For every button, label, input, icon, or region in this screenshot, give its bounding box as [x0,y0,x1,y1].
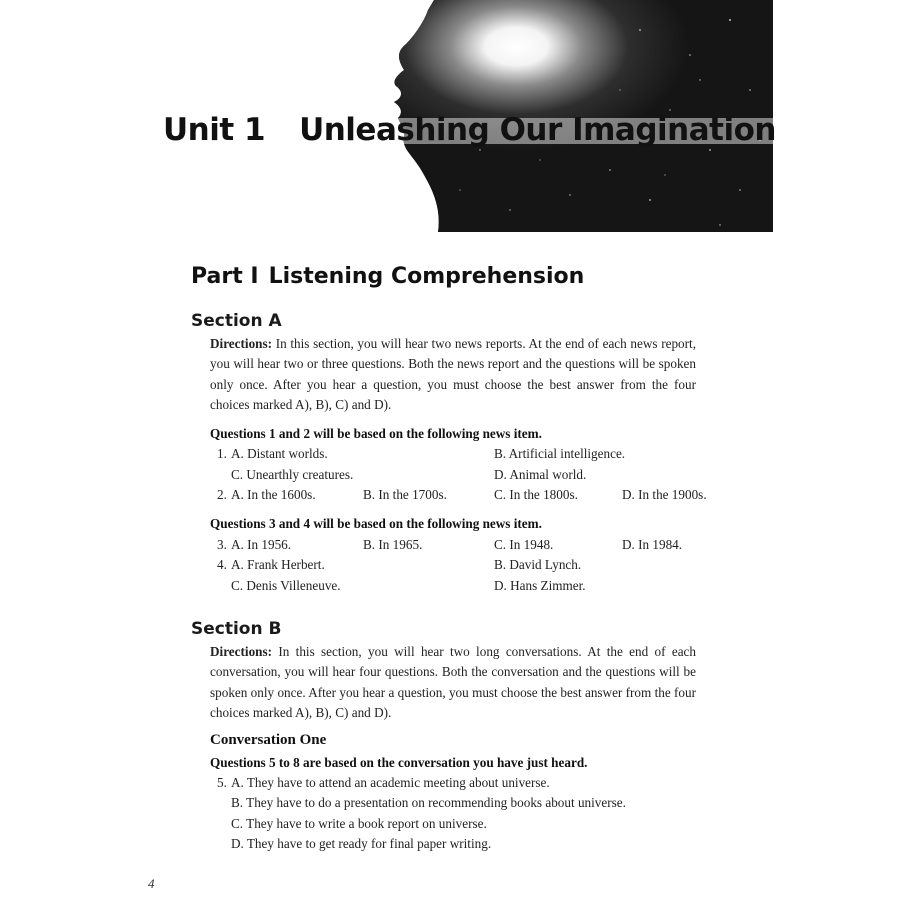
q1-option-c: C. Unearthly creatures. [231,467,354,482]
section-b-title: Section B [191,619,282,639]
question-group-2-heading: Questions 3 and 4 will be based on the following news item. [210,516,542,531]
section-a-directions [210,334,696,415]
q3-option-c: C. In 1948. [494,537,554,552]
q1-option-d: D. Animal world. [494,467,587,482]
unit-label: Unit 1 [163,112,266,148]
q5-option-b: B. They have to do a presentation on recommending books about universe. [231,795,626,810]
q1-number: 1. [217,446,227,461]
directions-text: In this section, you will hear two long conversations. At the end of each conversation, you will hear four questions. Both the conversation and the questions will be spoken only once. After you hear a question, you must choose the best answer from the four choices marked A), B), C) and D). [210,644,696,720]
q1-option-b: B. Artificial intelligence. [494,446,626,461]
part-title [191,264,584,289]
question-group-1-heading: Questions 1 and 2 will be based on the following news item. [210,426,542,441]
q5-option-c: C. They have to write a book report on universe. [231,816,487,831]
q2-option-b: B. In the 1700s. [363,487,447,502]
conversation-one-title: Conversation One [210,732,327,748]
q4-option-d: D. Hans Zimmer. [494,578,586,593]
q4-number: 4. [217,557,227,572]
q4-option-b: B. David Lynch. [494,557,582,572]
q3-option-b: B. In 1965. [363,537,423,552]
conversation-one-heading: Questions 5 to 8 are based on the conversation you have just heard. [210,755,588,770]
q5-number: 5. [217,775,227,790]
page-number: 4 [148,876,155,891]
q2-option-c: C. In the 1800s. [494,487,578,502]
q5-option-a: A. They have to attend an academic meeting about universe. [231,775,550,790]
directions-text: In this section, you will hear two news reports. At the end of each news report, you will hear two or three questions. Both the news report and the questions will be spoken only once. After you hear a question, you must choose the best answer from the four choices marked A), B), C) and D). [210,336,696,412]
q4-option-a: A. Frank Herbert. [231,557,325,572]
q3-option-d: D. In 1984. [622,537,683,552]
q2-option-a: A. In the 1600s. [231,487,316,502]
unit-title [163,112,776,148]
part-name: Listening Comprehension [268,264,585,289]
q5-option-d: D. They have to get ready for final paper writing. [231,836,492,851]
section-a-title: Section A [191,311,282,331]
part-label: Part I [191,264,259,289]
q1-option-a: A. Distant worlds. [231,446,328,461]
q3-option-a: A. In 1956. [231,537,292,552]
directions-label: Directions: [210,644,273,659]
q3-number: 3. [217,537,227,552]
section-b-directions [210,642,696,723]
q2-option-d: D. In the 1900s. [622,487,707,502]
q2-number: 2. [217,487,227,502]
directions-label: Directions: [210,336,273,351]
q4-option-c: C. Denis Villeneuve. [231,578,341,593]
unit-name: Unleashing Our Imagination [299,112,776,148]
